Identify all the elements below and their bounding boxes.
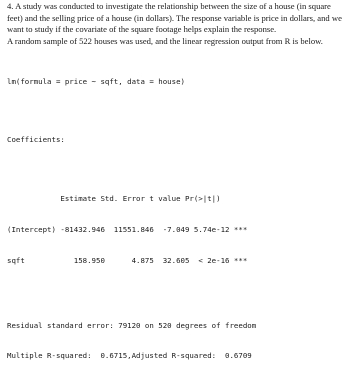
- coefficients-label: Coefficients:: [7, 135, 65, 145]
- coefficients-header: Estimate Std. Error t value Pr(>|t|): [7, 194, 221, 204]
- question-line-3: want to study if the covariate of the square footage helps explain the response.: [7, 24, 277, 35]
- r-squared-line: Multiple R-squared: 0.6715,Adjusted R-squared: 0.6709: [7, 351, 252, 361]
- residual-standard-error: Residual standard error: 79120 on 520 degrees of freedom: [7, 320, 257, 330]
- coefficients-row-sqft: sqft 158.950 4.875 32.605 < 2e-16 ***: [7, 255, 248, 265]
- coefficients-row-intercept: (Intercept) -81432.946 11551.846 -7.049 5.74e-12 ***: [7, 225, 248, 234]
- lm-call: lm(formula = price ~ sqft, data = house): [7, 77, 185, 87]
- question-text: [7, 1, 347, 47]
- question-line-1: 4. A study was conducted to investigate the relationship between the size of a house (in square: [7, 1, 331, 11]
- question-line-2: feet) and the selling price of a house (in dollars). The response variable is price in dollars, and we: [7, 12, 342, 23]
- question-line-4: A random sample of 522 houses was used, and the linear regression output from R is below.: [7, 35, 323, 46]
- r-regression-output: [7, 57, 347, 372]
